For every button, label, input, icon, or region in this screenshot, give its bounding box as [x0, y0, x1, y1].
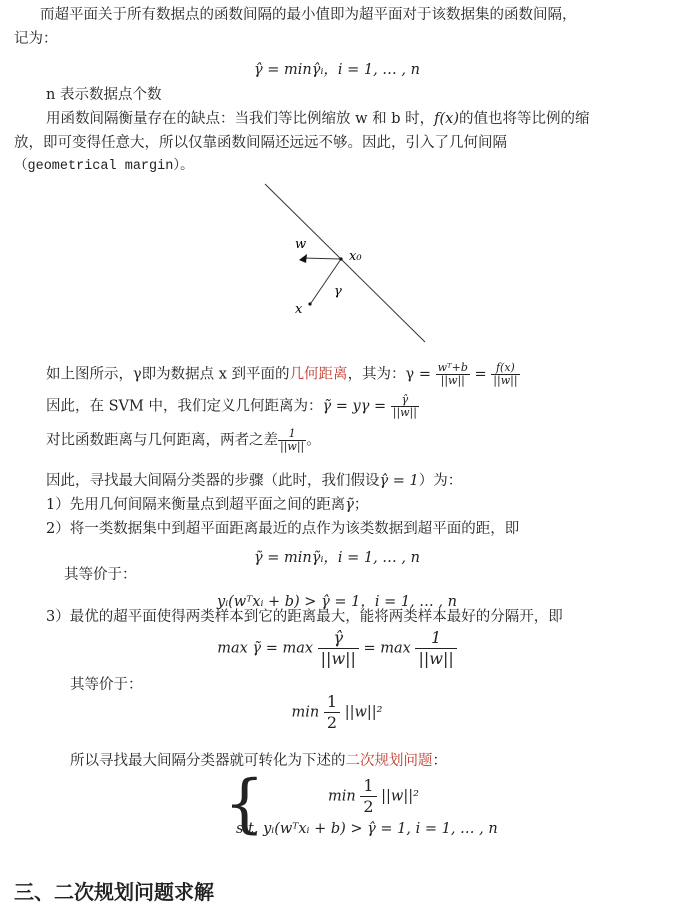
text-span: 因此，寻找最大间隔分类器的步骤（此时，我们假设 [46, 473, 380, 489]
numerator: γ̂ [318, 628, 359, 649]
numerator: γ̂ [391, 394, 419, 407]
text-span: ，其为：γ = [347, 366, 431, 383]
fraction [436, 362, 470, 387]
fraction [415, 628, 456, 669]
fraction [278, 428, 306, 453]
math-inline: γ̃ = yγ = [322, 398, 387, 415]
paragraph-line: 3）最优的超平面使得两类样本到它的距离最大，能将两类样本最好的分隔开，即 [46, 609, 563, 625]
paragraph-line: （geometrical margin）。 [14, 159, 194, 174]
paragraph-line [46, 472, 462, 490]
numerator: 1 [278, 428, 306, 441]
system-objective [328, 776, 419, 817]
fraction [360, 776, 376, 817]
text-span: 。 [306, 432, 321, 449]
point-x [308, 302, 311, 305]
text-span: 1）先用几何间隔来衡量点到超平面之间的距离 [46, 497, 346, 513]
math-inline: f(x) [434, 111, 459, 127]
text-span: 如上图所示，γ即为数据点 x 到平面的 [46, 366, 290, 383]
paragraph-line: 其等价于： [64, 567, 137, 583]
denominator: ||w|| [493, 374, 518, 387]
math-inline: γ̂ = 1 [379, 473, 419, 489]
paragraph-line: 其等价于： [70, 677, 143, 693]
point-x0 [339, 257, 342, 260]
geometric-margin-figure [255, 180, 445, 350]
math-inline: γ̃ [345, 497, 354, 513]
text-span: 所以寻找最大间隔分类器就可转化为下述的 [70, 753, 346, 769]
denominator: ||w|| [440, 374, 465, 387]
paragraph-line: n 表示数据点个数 [46, 87, 162, 103]
highlight-term: 二次规划问题 [345, 753, 433, 769]
numerator: f(x) [491, 362, 519, 375]
label-x: x [295, 302, 303, 317]
paragraph-line [46, 394, 419, 419]
paragraph-line: 而超平面关于所有数据点的函数间隔的最小值即为超平面对于该数据集的函数间隔， [40, 7, 577, 23]
numerator: 1 [415, 628, 456, 649]
label-w: w [295, 237, 307, 252]
equation-geometric-margin-min: γ̃ = minγ̃ᵢ，i = 1, … , n [254, 550, 420, 566]
fraction [391, 394, 419, 419]
math-inline: max γ̃ = max [217, 640, 314, 657]
numerator: wᵀ+b [437, 361, 468, 374]
text-span: 的值也将等比例的缩 [459, 111, 590, 127]
hyperplane-line [265, 184, 425, 342]
paragraph-line: 放，即可变得任意大，所以仅靠函数间隔还远远不够。因此，引入了几何间隔 [14, 135, 507, 151]
equals-sign: = [474, 366, 487, 383]
equation-min-norm [0, 692, 674, 733]
paragraph-line [46, 362, 520, 387]
denominator: ||w|| [418, 649, 454, 668]
paragraph-line: 记为： [14, 31, 58, 47]
highlight-term: 几何距离 [289, 366, 348, 383]
denominator: 2 [326, 713, 338, 732]
label-x0: x₀ [349, 249, 362, 264]
label-gamma: γ [334, 284, 342, 299]
text-span: 用函数间隔衡量存在的缺点：当我们等比例缩放 w 和 b 时， [46, 111, 435, 127]
system-brace: { [224, 767, 265, 841]
text-span: 对比函数距离与几何距离，两者之差 [46, 432, 278, 449]
equation-max-margin [0, 628, 674, 669]
math-inline: ||w||² [344, 704, 383, 721]
paragraph-line [46, 496, 368, 514]
fraction [491, 362, 519, 387]
paragraph-line: 2）将一类数据集中到超平面距离最近的点作为该类数据到超平面的距，即 [46, 521, 520, 537]
system-constraint: s.t. yᵢ(wᵀxᵢ + b) > γ̂ = 1, i = 1, … , n [236, 821, 498, 837]
denominator: ||w|| [320, 649, 356, 668]
denominator: ||w|| [392, 406, 417, 419]
normal-vector-line [302, 258, 341, 259]
text-span: ）为： [418, 473, 463, 489]
section-heading: 三、二次规划问题求解 [14, 880, 214, 904]
paragraph-line [46, 428, 321, 453]
math-inline: = max [363, 640, 411, 657]
arrow-head-icon [299, 254, 307, 263]
paragraph-line [46, 110, 590, 128]
text-span: ； [353, 497, 369, 513]
fraction [318, 628, 359, 669]
denominator: 2 [363, 797, 374, 816]
equation-function-margin-min: γ̂ = minγ̂ᵢ，i = 1, … , n [254, 62, 420, 78]
equation-constraint: yᵢ(wᵀxᵢ + b) > γ̂ = 1，i = 1, … , n [217, 594, 457, 610]
text-span: ： [432, 753, 447, 769]
math-inline: ||w||² [381, 788, 419, 805]
numerator: 1 [360, 776, 376, 797]
math-inline: min [291, 704, 320, 721]
denominator: ||w|| [280, 440, 305, 453]
math-inline: min [328, 788, 356, 805]
text-span: 因此，在 SVM 中，我们定义几何距离为： [46, 398, 323, 415]
numerator: 1 [324, 692, 340, 713]
fraction [324, 692, 340, 733]
